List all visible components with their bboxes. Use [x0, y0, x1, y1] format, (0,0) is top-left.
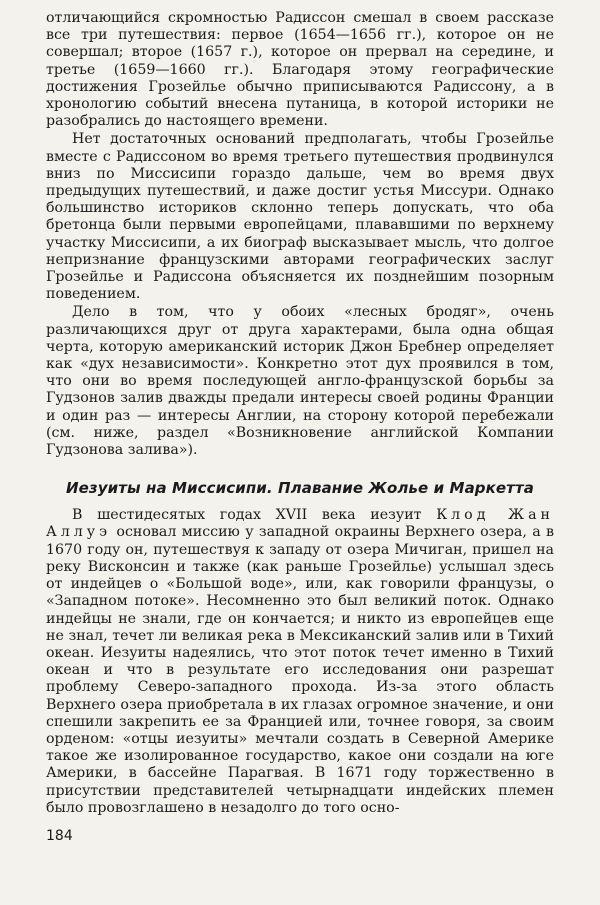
section-paragraph — [46, 507, 554, 817]
paragraph-3: Дело в том, что у обоих «лесных бродяг», очень различающихся друг от друга характерами, была одна общая черта, которую американский историк Джон Бребнер определяет как «дух независимости». Конкретно этот дух проявился в том, что они во время последующей англо-французской борьбы за Гудзонов залив дважды предали интересы своей родины Франции и один раз — интересы Англии, на сторону которой перебежали (см. ниже, раздел «Возникновение английской Компании Гудзонова залива»). — [46, 304, 554, 459]
paragraph-1: отличающийся скромностью Радиссон смешал в своем рассказе все три путешествия: первое (1654—1656 гг.), которое он не совершал; второе (1657 г.), которое он прервал на середине, и третье (1659—1660 гг.). Благодаря этому географические достижения Грозейлье обычно приписываются Радиссону, а в хронологию событий внесена путаница, в которой историки не разобрались до настоящего времени. — [46, 10, 554, 130]
person-name: Клод Жан Аллуэ — [46, 507, 554, 541]
section-paragraph-rest: основал миссию у западной окраины Верхнего озера, а в 1670 году он, путешествуя к западу от озера Мичиган, пришел на реку Висконсин и также (как раньше Грозейлье) услышал здесь от индейцев о «Большой воде», или, как говорили французы, о «Западном потоке». Несомненно это был великий поток. Однако индейцы не знали, где он кончается; и никто из европейцев еще не знал, течет ли великая река в Мексиканский залив или в Тихий океан. Иезуиты надеялись, что этот поток течет именно в Тихий океан и что в результате его исследования они разрешат проблему Северо-западного прохода. Из-за этого область Верхнего озера приобретала в их глазах огромное значение, и они спешили закрепить ее за Францией или, точнее говоря, за своим орденом: «отцы иезуиты» мечтали создать в Северной Америке такое же изолированное государство, какое они создали на юге Америки, в бассейне Парагвая. В 1671 году торжественно в присутствии представителей четырнадцати индейских племен было провозглашено в незадолго до того осно- — [46, 524, 554, 816]
paragraph-2: Нет достаточных оснований предполагать, чтобы Грозейлье вместе с Радиссоном во время третьего путешествия продвинулся вниз по Миссисипи гораздо дальше, чем во время двух предыдущих путешествий, и даже достиг устья Миссури. Однако большинство историков склонно теперь допускать, что оба бретонца были первыми европейцами, плававшими по верхнему участку Миссисипи, а их биограф высказывает мысль, что долгое непризнание французскими авторами географических заслуг Грозейлье и Радиссона объясняется их позднейшим позорным поведением. — [46, 131, 554, 303]
page-number: 184 — [46, 828, 73, 844]
section-paragraph-lead: В шестидесятых годах XVII века иезуит — [72, 507, 422, 524]
section-heading: Иезуиты на Миссисипи. Плавание Жолье и Маркетта — [65, 479, 534, 498]
